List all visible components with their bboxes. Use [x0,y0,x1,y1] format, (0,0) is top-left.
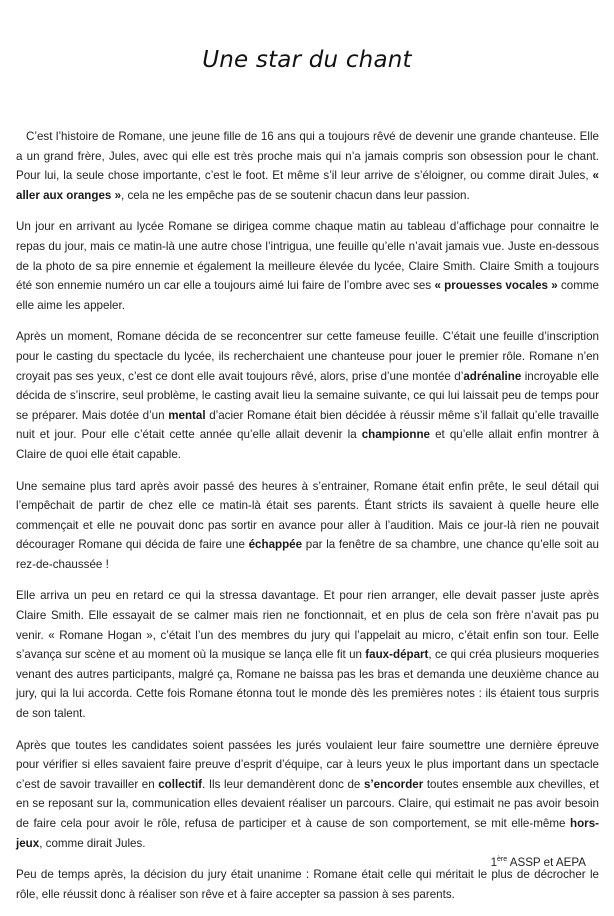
paragraph-2 [16,217,599,315]
document-body [16,127,599,916]
text-run: , cela ne les empêche pas de se soutenir chacun dans leur passion. [121,188,470,202]
text-run: toutes ensemble aux chevilles, et en se reposant sur la, communication elles devaient réaliser un parcours. Claire, qui estimait ne pas avoir besoin de faire cela pour avoir le rôle, refusa de participer et à cause de son comportement, se mit elle-même [16,777,599,830]
bold-word: faux-départ [365,648,429,662]
text-run: Elle arriva un peu en retard ce qui la stressa davantage. Et pour rien arranger, elle devait passer juste après Claire Smith. Elle essayait de se calmer mais rien ne fonctionnait, et en plus de cela son frère n’avait pas pu venir. « Romane Hogan », c’était l’un des membres du jury qui l’appelait au micro, c’était enfin son tour. Eelle s’avança sur scène et au moment où la musique se lança elle fit un [16,589,599,662]
bold-word: adrénaline [463,369,522,383]
text-run: Peu de temps après, la décision du jury était unanime : Romane était celle qui méritait le plus de décrocher le rôle, elle réussit donc à réaliser son rêve et à faire accepter sa passion à ses parents. [16,868,599,901]
text-run: et qu’elle allait enfin montrer à Claire de quoi elle était capable. [16,428,599,461]
class-signature [491,856,586,869]
text-run: Un jour en arrivant au lycée Romane se dirigea comme chaque matin au tableau d’affichage pour connaitre le repas du jour, mais ce matin-là une autre chose l’intrigua, une feuille qu’elle n’avait jamais vue. Juste en-dessous de la photo de sa pire ennemie et également la meilleure élevée du lycée, Claire Smith. Claire Smith a toujours été son ennemie numéro un car elle a toujours aimé lui faire de l’ombre avec ses [16,220,599,293]
text-run: Après un moment, Romane décida de se reconcentrer sur cette fameuse feuille. C’était une feuille d’inscription pour le casting du spectacle du lycée, ils recherchaient une chanteuse pour jouer le premier rôle. Romane n’en croyait pas ses yeux, c’est ce dont elle avait toujours rêvé, alors, prise d’une montée d’ [16,330,599,383]
text-run: comme elle aime les appeler. [16,279,599,312]
bold-word: échappée [248,538,303,552]
signature-number: 1 [490,856,498,869]
text-run: Après que toutes les candidates soient passées les jurés voulaient leur faire soumettre une dernière épreuve pour vérifier si elles savaient faire preuve d’esprit d’équipe, car à leurs yeux le plus important dans un spectacle c’est de savoir travailler en [16,738,599,791]
text-run: par la fenêtre de sa chambre, une chance qu’elle soit au rez-de-chaussée ! [16,538,599,571]
bold-phrase: « prouesses vocales » [434,279,558,293]
paragraph-1 [16,127,599,205]
bold-phrase: « aller aux oranges » [16,169,599,202]
text-run: C’est l’histoire de Romane, une jeune fille de 16 ans qui a toujours rêvé de devenir une grande chanteuse. Elle a un grand frère, Jules, avec qui elle est très proche mais qui n’a jamais compris son obsession pour le chant. Pour lui, la seule chose importante, c’est le foot. Et même s’il leur arrive de s’éloigner, ou comme dirait Jules, [16,130,599,183]
bold-word: mental [168,408,206,422]
paragraph-3 [16,327,599,464]
paragraph-6 [16,736,599,854]
bold-word: s’encorder [363,777,424,791]
signature-superscript: ère [497,856,508,863]
text-run: . Ils leur demandèrent donc de [202,777,364,791]
signature-text: ASSP et AEPA [507,856,586,869]
text-run: , comme dirait Jules. [39,836,146,850]
bold-word: collectif [158,777,203,791]
bold-word: hors-jeux [16,817,599,850]
paragraph-5 [16,586,599,723]
text-run: d’acier Romane était bien décidée à réussir même s’il fallait qu’elle travaille nuit et jour. Pour elle c’était cette année qu’elle allait devenir la [16,408,599,442]
bold-word: championne [361,428,431,442]
document-title: Une star du chant [202,47,412,74]
paragraph-4 [16,477,599,575]
text-run: incroyable elle décida de s’inscrire, seul problème, le casting avait lieu la semaine suivante, ce qui lui laissait peu de temps pour se préparer. Mais dotée d’un [16,369,600,422]
text-run: Une semaine plus tard après avoir passé des heures à s’entrainer, Romane était enfin prête, le seul détail qui l’empêchait de partir de chez elle ce matin-là était ses parents. Étant stricts ils savaient à quelle heure elle commençait et elle ne pouvait donc pas sortir en avance pour aller à l’audition. Mais ce jour-là rien ne pouvait décourager Romane qui décida de faire une [16,479,599,552]
paragraph-7 [16,865,599,904]
text-run: , ce qui créa plusieurs moqueries venant des autres participants, malgré ça, Romane ne baissa pas les bras et demanda une deuxième chance au jury, qui la lui accorda. Cette fois Romane étonna tout le monde dès les premières notes : ils étaient tous surpris de son talent. [16,648,599,721]
